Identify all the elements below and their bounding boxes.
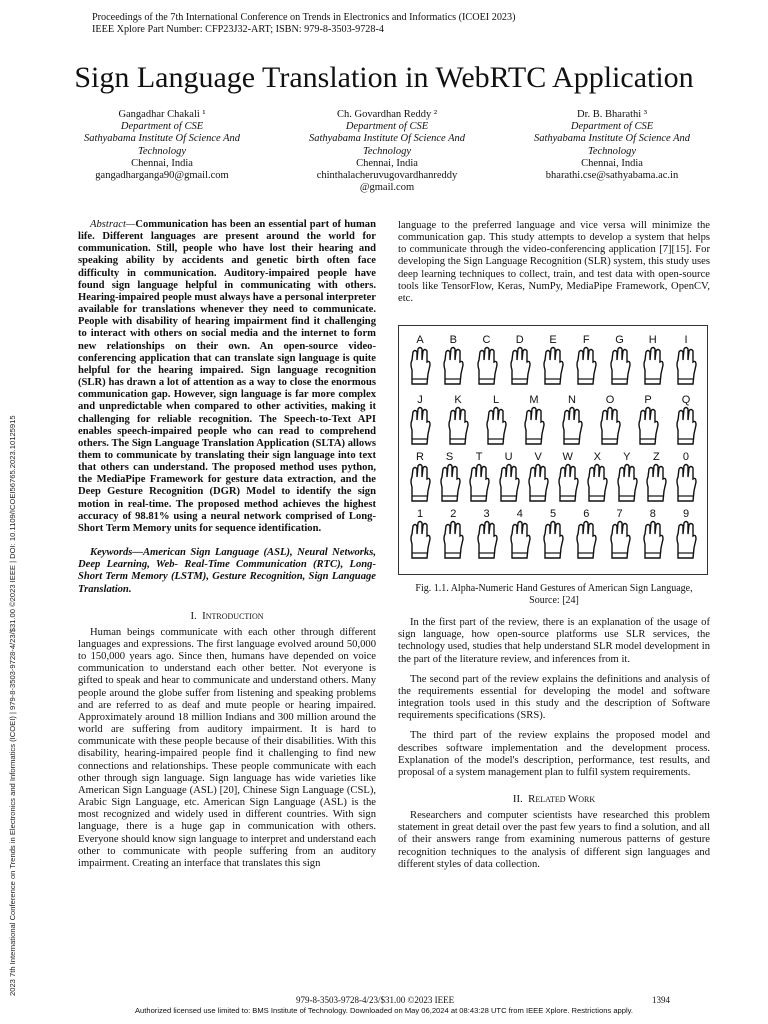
paper-title: Sign Language Translation in WebRTC Application (74, 61, 694, 94)
intro-paragraph-1-continued: language to the preferred language and vice versa will minimize the communication gap. This study attempts to develop a system that helps to communicate through the video-conferencing application [7][15]. For developing the Sign Language Recognition (SLR) system, this study uses deep learning techniques to collect, train, and test data with open-source tools like TensorFlow, Keras, NumPy, MediaPipe Framework, OpenCV, etc. (398, 220, 710, 304)
gesture-Y (614, 451, 640, 503)
gesture-9 (673, 508, 699, 560)
gesture-label: S (445, 451, 454, 464)
hand-gesture-icon (445, 406, 471, 446)
gesture-7 (607, 508, 633, 560)
gesture-label: G (615, 334, 624, 347)
hand-gesture-icon (559, 406, 585, 446)
gesture-label: R (416, 451, 424, 464)
gesture-label: B (449, 334, 457, 347)
gesture-0 (673, 451, 699, 503)
asl-gesture-figure (398, 325, 708, 575)
license-notice: Authorized licensed use limited to: BMS Institute of Technology. Downloaded on May 06,2024 at 08:43:28 UTC from IEEE Xplore. Restrictions apply. (134, 1006, 634, 1015)
gesture-label: F (582, 334, 590, 347)
gesture-N (559, 394, 585, 446)
gesture-label: 2 (450, 508, 457, 521)
hand-gesture-icon (437, 463, 463, 503)
gesture-row (407, 508, 699, 560)
hand-gesture-icon (673, 520, 699, 560)
author-inst-2: Technology (362, 145, 412, 157)
abstract-text: Communication has been an essential part of human life. Different languages are present around the world for communication. Still, people who have lost their hearing and speaking ability by accidents and genetic birth often face difficulty in communication. Auditory-impaired people have found sign language helpful in communicating with others. Hearing-impaired people must always have a personal interpreter available for translations whenever they need to communicate. People with disability of hearing impairment find it challenging to interact with others on social media and the internet to form new relationships on their own. An open-source video-conferencing application that can translate sign language is quite helpful for the hearing impaired. Sign language recognition (SLR) has drawn a lot of attention as a way to close the enormous communication gap. However, sign language is far more complex and unpredictable when compared to other activities, making it challenging for reliable recognition. The Speech-to-Text API enables speech-impaired people who can read to comprehend others. The Sign Language Translation Application (SLTA) allows them to communicate by translating their sign language into text that others can understand. The proposed method uses python, the MediaPipe Framework for gesture data extraction, and the Deep Gesture Recognition (DGR) Model to identify the sign motion in real-time. The proposed method achieves the highest accuracy of 98.81% using a neural network comprised of Long-Short Term Memory units for sequence identification. (78, 219, 376, 534)
keywords-lead: Keywords— (90, 547, 143, 559)
hand-gesture-icon (607, 520, 633, 560)
right-column (398, 220, 710, 879)
copyright-notice: 979-8-3503-9728-4/23/$31.00 ©2023 IEEE (296, 995, 455, 1005)
hand-gesture-icon (540, 520, 566, 560)
section-heading-introduction (78, 610, 376, 622)
gesture-label: 8 (649, 508, 656, 521)
hand-gesture-icon (673, 463, 699, 503)
author-inst: Sathyabama Institute Of Science And (308, 133, 466, 145)
author-city: Chennai, India (356, 157, 418, 169)
author-city: Chennai, India (131, 157, 193, 169)
author-email-cont[interactable]: @gmail.com (359, 182, 415, 194)
gesture-label: 0 (682, 451, 689, 464)
author-dept: Department of CSE (345, 121, 429, 133)
gesture-label: Q (681, 394, 691, 407)
gesture-label: A (416, 334, 424, 347)
author-email[interactable]: gangadharganga90@gmail.com (95, 170, 229, 182)
gesture-label: T (475, 451, 483, 464)
gesture-label: V (534, 451, 542, 464)
left-column (78, 219, 376, 878)
gesture-label: D (515, 334, 524, 347)
gesture-F (573, 334, 599, 386)
gesture-M (521, 394, 547, 446)
gesture-label: 6 (583, 508, 590, 521)
gesture-4 (507, 508, 533, 560)
gesture-label: 4 (516, 508, 523, 521)
intro-paragraph-3: The second part of the review explains the definitions and analysis of the requirements essential for developing the model and software integration tools used in this study and the description of Software requirements specifications (SRS). (398, 673, 710, 722)
gesture-J (407, 394, 433, 446)
hand-gesture-icon (440, 346, 466, 386)
section-heading-related-work (398, 793, 710, 805)
gesture-Q (673, 394, 699, 446)
hand-gesture-icon (407, 463, 433, 503)
hand-gesture-icon (643, 463, 669, 503)
hand-gesture-icon (507, 346, 533, 386)
page-number: 1394 (652, 995, 670, 1005)
hand-gesture-icon (525, 463, 551, 503)
gesture-label: U (504, 451, 513, 464)
author-name: Dr. B. Bharathi ³ (577, 109, 647, 120)
gesture-H (640, 334, 666, 386)
hand-gesture-icon (474, 520, 500, 560)
author-dept: Department of CSE (120, 121, 204, 133)
header-line-conference: Proceedings of the 7th International Conference on Trends in Electronics and Informatics (ICOEI 2023) (92, 12, 516, 23)
hand-gesture-icon (673, 406, 699, 446)
gesture-label: C (482, 334, 491, 347)
hand-gesture-icon (635, 406, 661, 446)
hand-gesture-icon (573, 520, 599, 560)
gesture-U (496, 451, 522, 503)
gesture-X (584, 451, 610, 503)
gesture-B (440, 334, 466, 386)
hand-gesture-icon (440, 520, 466, 560)
author-3 (512, 109, 712, 194)
hand-gesture-icon (483, 406, 509, 446)
gesture-row (407, 451, 699, 503)
intro-paragraph-4: The third part of the review explains the proposed model and describes software implementation and the development process. Explanation of the model's description, performance, test results, and proposal of a system management plan to fulfil system requirements. (398, 730, 710, 778)
section-number: I. (190, 609, 197, 622)
gesture-8 (640, 508, 666, 560)
hand-gesture-icon (540, 346, 566, 386)
gesture-T (466, 451, 492, 503)
author-name: Gangadhar Chakali ¹ (118, 109, 206, 120)
author-1 (62, 109, 262, 194)
author-inst-2: Technology (137, 145, 187, 157)
intro-paragraph-1: Human beings communicate with each other through different languages and expressions. The first language evolved around 50,000 to 150,000 years ago. Since then, humans have depended on voice communication to understand each other better. Not everyone is gifted to speak and hear to communicate and understand others. Many people around the globe suffer from listening and speaking problems and are referred to as deaf and mute people or hearing impaired. Approximately around 18 million Indians and 300 million around the world are suffering from auditory impairment. It is hard to communicate with these people because of their disabilities. With this disability, hearing-impaired people find it challenging to find new connections and relationships. These people communicate with each other through sign language. Sign language has wide varieties like American Sign Language (ASL) [20], Chinese Sign Language (CSL), Arabic Sign Language, etc. American Sign Language (ASL) is the most recognized and widely used in different countries. With sign language, there is a huge gap in communication with others. Everyone should know sign language to interpret and understand each other to communicate with people suffering from an auditory impairment. Creating an interface that translates this sign (78, 626, 376, 869)
gesture-K (445, 394, 471, 446)
gesture-row (407, 394, 699, 446)
figure-caption (398, 583, 710, 607)
gesture-Z (643, 451, 669, 503)
gesture-label: 3 (483, 508, 490, 521)
author-inst: Sathyabama Institute Of Science And (83, 133, 241, 145)
gesture-label: O (605, 394, 615, 407)
gesture-5 (540, 508, 566, 560)
author-name: Ch. Govardhan Reddy ² (337, 109, 437, 120)
gesture-P (635, 394, 661, 446)
gesture-label: L (492, 394, 500, 407)
gesture-label: X (593, 451, 601, 464)
hand-gesture-icon (640, 520, 666, 560)
gesture-label: Y (623, 451, 631, 464)
gesture-L (483, 394, 509, 446)
related-paragraph-1: Researchers and computer scientists have researched this problem statement in great detail over the past few years to find a solution, and all of their answers range from examining numerous patterns of gesture recognition techniques to the analysis of different sign languages and different styles of data collection. (398, 810, 710, 870)
hand-gesture-icon (521, 406, 547, 446)
gesture-label: 1 (416, 508, 424, 521)
author-city: Chennai, India (581, 157, 643, 169)
hand-gesture-icon (466, 463, 492, 503)
author-inst-2: Technology (587, 145, 637, 157)
proceedings-header (92, 12, 516, 36)
section-number: II. (512, 792, 523, 805)
hand-gesture-icon (496, 463, 522, 503)
gesture-E (540, 334, 566, 386)
gesture-label: H (648, 334, 657, 347)
gesture-R (407, 451, 433, 503)
gesture-S (437, 451, 463, 503)
hand-gesture-icon (614, 463, 640, 503)
gesture-label: W (562, 451, 573, 464)
hand-gesture-icon (407, 406, 433, 446)
hand-gesture-icon (597, 406, 623, 446)
hand-gesture-icon (407, 346, 433, 386)
gesture-label: K (454, 394, 462, 407)
hand-gesture-icon (474, 346, 500, 386)
gesture-2 (440, 508, 466, 560)
gesture-1 (407, 508, 433, 560)
gesture-G (607, 334, 633, 386)
hand-gesture-icon (673, 346, 699, 386)
gesture-label: E (549, 334, 557, 347)
keywords-text: American Sign Language (ASL), Neural Networks, Deep Learning, Web- Real-Time Communication (RTC), Long-Short Term Memory (LSTM), Gesture Recognition, Sign Language Translation. (78, 547, 376, 595)
gesture-O (597, 394, 623, 446)
section-title: Introduction (202, 609, 264, 622)
gesture-label: I (684, 334, 688, 347)
gesture-I (673, 334, 699, 386)
hand-gesture-icon (407, 520, 433, 560)
gesture-label: P (644, 394, 652, 407)
gesture-D (507, 334, 533, 386)
gesture-label: Z (653, 451, 660, 464)
intro-paragraph-2: In the first part of the review, there is an explanation of the usage of sign language, how open-source platforms use SLR services, the technology used, studies that help understand SLR model development in the part of the literature review, and inferences from it. (398, 617, 710, 665)
author-email[interactable]: bharathi.cse@sathyabama.ac.in (545, 170, 679, 182)
author-inst: Sathyabama Institute Of Science And (533, 133, 691, 145)
gesture-row (407, 334, 699, 386)
gesture-3 (474, 508, 500, 560)
gesture-W (555, 451, 581, 503)
gesture-label: 9 (682, 508, 690, 521)
doi-sidebar: 2023 7th International Conference on Trends in Electronics and Informatics (ICOEI) | 979-8-3503-9728-4/23/$31.00 ©2023 IEEE | DOI: 10.1109/ICOEI56765.2023.10125915 (8, 415, 17, 996)
keywords (78, 547, 376, 596)
caption-line-1: Fig. 1.1. Alpha-Numeric Hand Gestures of American Sign Language, (415, 583, 693, 595)
gesture-A (407, 334, 433, 386)
gesture-label: N (568, 394, 576, 407)
hand-gesture-icon (573, 346, 599, 386)
gesture-label: 5 (549, 508, 557, 521)
author-dept: Department of CSE (570, 121, 654, 133)
hand-gesture-icon (640, 346, 666, 386)
hand-gesture-icon (507, 520, 533, 560)
author-email[interactable]: chinthalacheruvugovardhanreddy (316, 170, 458, 182)
author-block (62, 109, 712, 194)
gesture-V (525, 451, 551, 503)
author-2 (287, 109, 487, 194)
hand-gesture-icon (607, 346, 633, 386)
hand-gesture-icon (555, 463, 581, 503)
gesture-C (474, 334, 500, 386)
hand-gesture-icon (584, 463, 610, 503)
abstract-lead: Abstract— (90, 219, 136, 230)
gesture-label: 7 (616, 508, 623, 521)
header-line-isbn: IEEE Xplore Part Number: CFP23J32-ART; ISBN: 979-8-3503-9728-4 (92, 24, 384, 35)
section-title: Related Work (528, 792, 596, 805)
gesture-6 (573, 508, 599, 560)
gesture-label: J (417, 394, 423, 407)
abstract (78, 219, 376, 535)
gesture-label: M (529, 394, 539, 407)
caption-line-2: Source: [24] (529, 595, 579, 607)
